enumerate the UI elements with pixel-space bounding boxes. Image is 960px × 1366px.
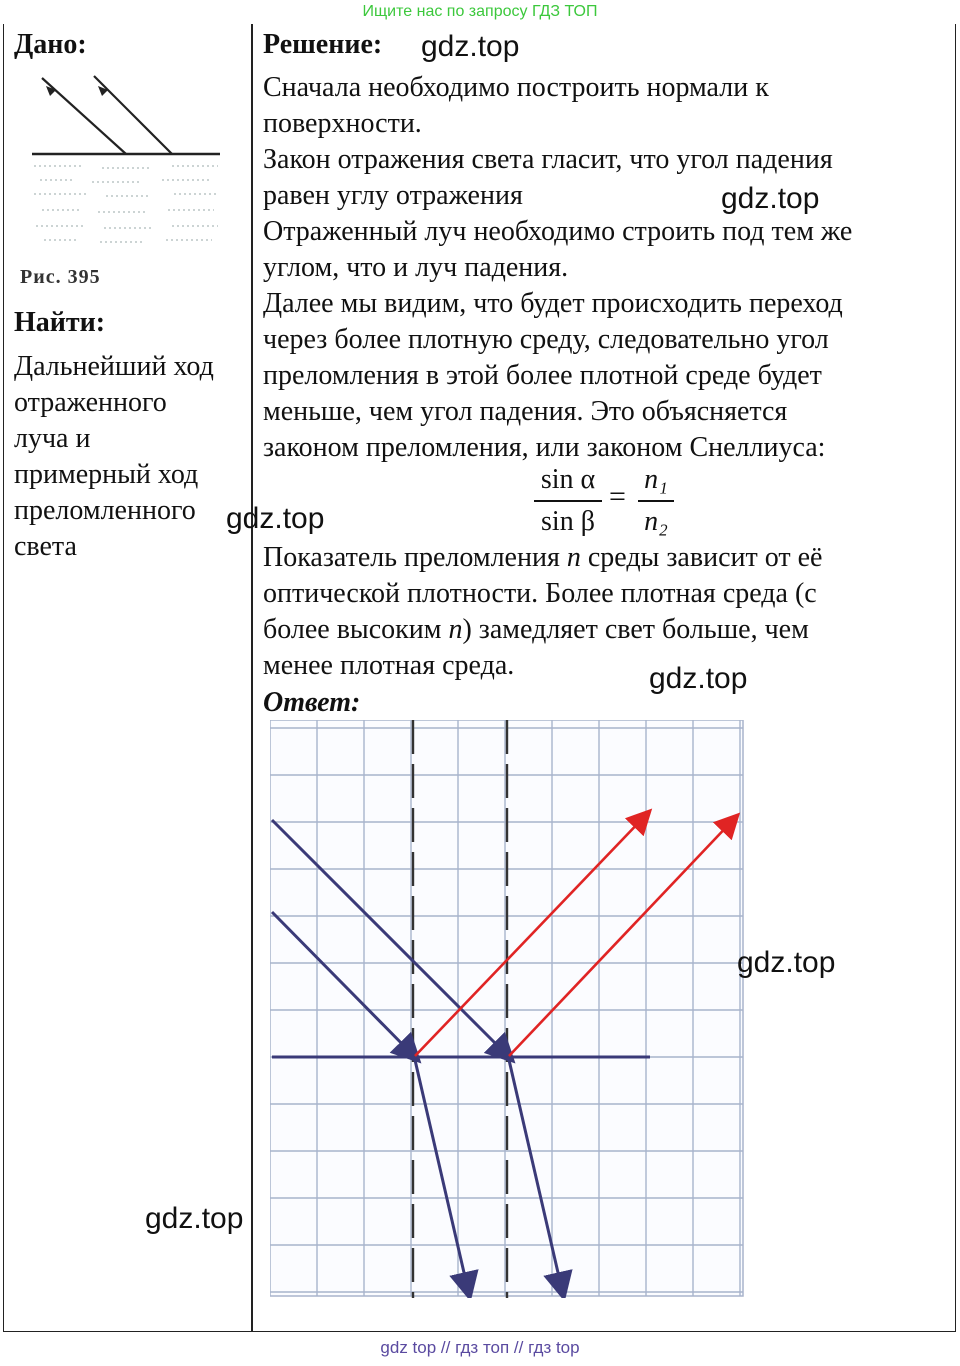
- solution-line: Сначала необходимо построить нормали к: [263, 72, 769, 103]
- watermark: gdz.top: [737, 946, 836, 979]
- formula-equals: =: [609, 480, 626, 513]
- fig-ray-1: [42, 78, 126, 154]
- given-title: Дано:: [14, 29, 87, 60]
- find-line: света: [14, 531, 77, 562]
- top-banner: Ищите нас по запросу ГДЗ ТОП: [362, 3, 598, 20]
- solution-line: [263, 612, 953, 648]
- find-line: луча и: [14, 423, 91, 454]
- solution-line: меньше, чем угол падения. Это объясняется: [263, 396, 788, 427]
- solution-line: [263, 540, 953, 576]
- text-part: среды зависит от её: [580, 542, 823, 573]
- solution-line: поверхности.: [263, 108, 422, 139]
- solution-line: [263, 576, 953, 612]
- solution-title: Решение:: [263, 29, 383, 60]
- formula-sin-alpha: sin α: [540, 464, 596, 495]
- find-line: отраженного: [14, 387, 167, 418]
- variable-n: n: [448, 614, 463, 645]
- formula-n1: n₁: [644, 464, 668, 495]
- snell-formula: [534, 462, 694, 542]
- solution-line: законом преломления, или законом Снеллиуса:: [263, 432, 826, 463]
- solution-text-after: [263, 540, 953, 684]
- answer-diagram: [270, 720, 745, 1298]
- figure-caption: Рис. 395: [20, 266, 101, 288]
- find-line: примерный ход: [14, 459, 199, 490]
- variable-n: n: [566, 542, 581, 573]
- watermark: gdz.top: [649, 662, 748, 695]
- text-part: более высоким: [263, 614, 449, 645]
- formula-sin-beta: sin β: [541, 506, 595, 537]
- fig-ray-2: [94, 76, 172, 154]
- fraction-bar: [638, 500, 674, 502]
- solution-line: Отраженный луч необходимо строить под тем же: [263, 216, 853, 247]
- solution-text: [263, 70, 953, 466]
- figure-395: [22, 66, 227, 256]
- watermark: gdz.top: [721, 182, 820, 215]
- solution-line: через более плотную среду, следовательно угол: [263, 324, 829, 355]
- formula-n2: n₂: [644, 506, 668, 537]
- solution-line: равен углу отражения: [263, 180, 523, 211]
- footer-links: gdz top // гдз топ // гдз top: [380, 1338, 580, 1357]
- answer-title: Ответ:: [263, 687, 361, 718]
- fig-medium-hatch: [34, 166, 218, 242]
- find-line: Дальнейший ход: [14, 351, 214, 382]
- watermark: gdz.top: [145, 1202, 244, 1235]
- find-text: [14, 349, 250, 565]
- column-divider: [251, 24, 253, 1332]
- text-part: ) замедляет свет больше, чем: [462, 614, 809, 645]
- watermark: gdz.top: [226, 502, 325, 535]
- solution-line: Закон отражения света гласит, что угол падения: [263, 144, 833, 175]
- text-part: оптической плотности. Более плотная среда (с: [263, 578, 817, 609]
- text-part: Показатель преломления: [263, 542, 567, 573]
- find-title: Найти:: [14, 307, 106, 338]
- text-part: менее плотная среда.: [263, 650, 515, 681]
- find-line: преломленного: [14, 495, 196, 526]
- solution-line: Далее мы видим, что будет происходить переход: [263, 288, 843, 319]
- formula-right-fraction: [638, 462, 674, 540]
- watermark: gdz.top: [421, 30, 520, 63]
- formula-left-fraction: [534, 462, 602, 540]
- solution-line: углом, что и луч падения.: [263, 252, 569, 283]
- solution-line: преломления в этой более плотной среде будет: [263, 360, 822, 391]
- fraction-bar: [534, 500, 602, 502]
- solution-line: [263, 648, 953, 684]
